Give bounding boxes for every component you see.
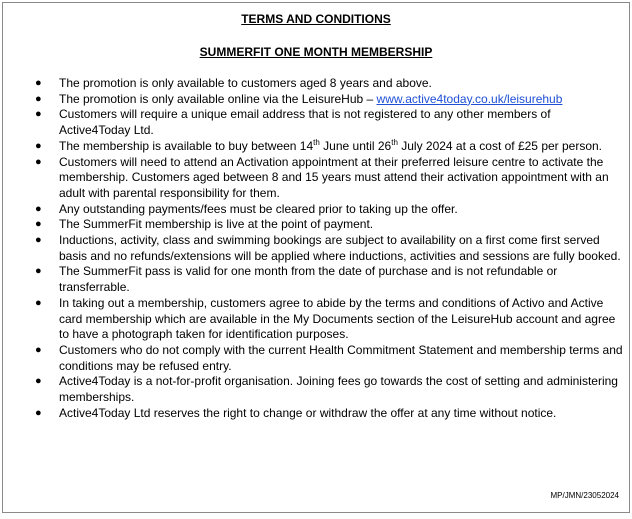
bullet-icon: ● [35,265,42,278]
bullet-icon: ● [35,375,42,388]
bullet-icon: ● [35,343,42,356]
term-text: Customers will need to attend an Activation appointment at their preferred leisure centre to activate the membership. Customers aged between 8 and 15 years must attend their activation appointment with an adult with parental responsibility for them. [59,154,609,200]
term-item-live [35,217,623,233]
term-text-part: The membership is available to buy between 14 [59,138,314,153]
term-text [59,139,602,153]
term-item-email [35,107,623,138]
document-reference: MP/JMN/23052024 [550,491,619,500]
term-text: Customers will require a unique email address that is not registered to any other members of Active4Today Ltd. [59,107,551,138]
term-text: The promotion is only available to customers aged 8 years and above. [59,76,432,90]
term-item-bookings [35,233,623,264]
bullet-icon: ● [35,218,42,231]
bullet-icon: ● [35,77,42,89]
term-text [59,92,562,106]
term-item-dates-cost [35,139,623,155]
term-item-age [35,76,623,92]
ordinal-suffix: th [313,137,320,147]
term-item-rights [35,406,623,422]
term-text: The SummerFit pass is valid for one month from the date of purchase and is not refundable or transferrable. [59,264,558,295]
bullet-icon: ● [35,234,42,247]
bullet-icon: ● [35,92,42,105]
term-text: Inductions, activity, class and swimming bookings are subject to availability on a first come first served basis and no refunds/extensions will be applied where inductions, activities and sessions are fully booked. [59,233,621,263]
bullet-icon: ● [35,202,42,215]
bullet-icon: ● [35,296,42,309]
bullet-icon: ● [35,406,42,419]
term-item-health [35,343,623,374]
term-text-part: June until 26 [319,138,392,153]
term-text: Active4Today is a not-for-profit organisation. Joining fees go towards the cost of setting and administering memberships. [59,374,618,405]
bullet-icon: ● [35,155,42,168]
terms-document [2,2,630,513]
term-item-payments [35,202,623,218]
term-item-not-for-profit [35,374,623,405]
leisurehub-link[interactable]: www.active4today.co.uk/leisurehub [376,91,563,106]
term-text: Any outstanding payments/fees must be cleared prior to taking up the offer. [59,201,458,216]
bullet-icon: ● [35,139,42,152]
term-item-validity [35,264,623,295]
term-text: In taking out a membership, customers agree to abide by the terms and conditions of Activo and Active card membership which are available in the My Documents section of the LeisureHub account and agree to have a photograph taken for identification purposes. [59,295,616,342]
document-title: TERMS AND CONDITIONS [241,12,391,26]
term-text-part: July 2024 at a cost of £25 per person. [397,138,603,153]
term-item-activation [35,155,623,202]
term-text: The SummerFit membership is live at the point of payment. [59,217,374,232]
term-text: Customers who do not comply with the current Health Commitment Statement and membership terms and conditions may be refused entry. [59,342,623,373]
membership-subtitle: SUMMERFIT ONE MONTH MEMBERSHIP [199,45,433,59]
terms-list [35,76,623,421]
term-item-online [35,92,623,108]
ordinal-suffix: th [391,137,398,147]
term-text: Active4Today Ltd reserves the right to change or withdraw the offer at any time without notice. [59,405,557,420]
bullet-icon: ● [35,108,42,121]
term-item-agreement [35,296,623,343]
term-text-part: The promotion is only available online via the LeisureHub – [59,91,377,106]
